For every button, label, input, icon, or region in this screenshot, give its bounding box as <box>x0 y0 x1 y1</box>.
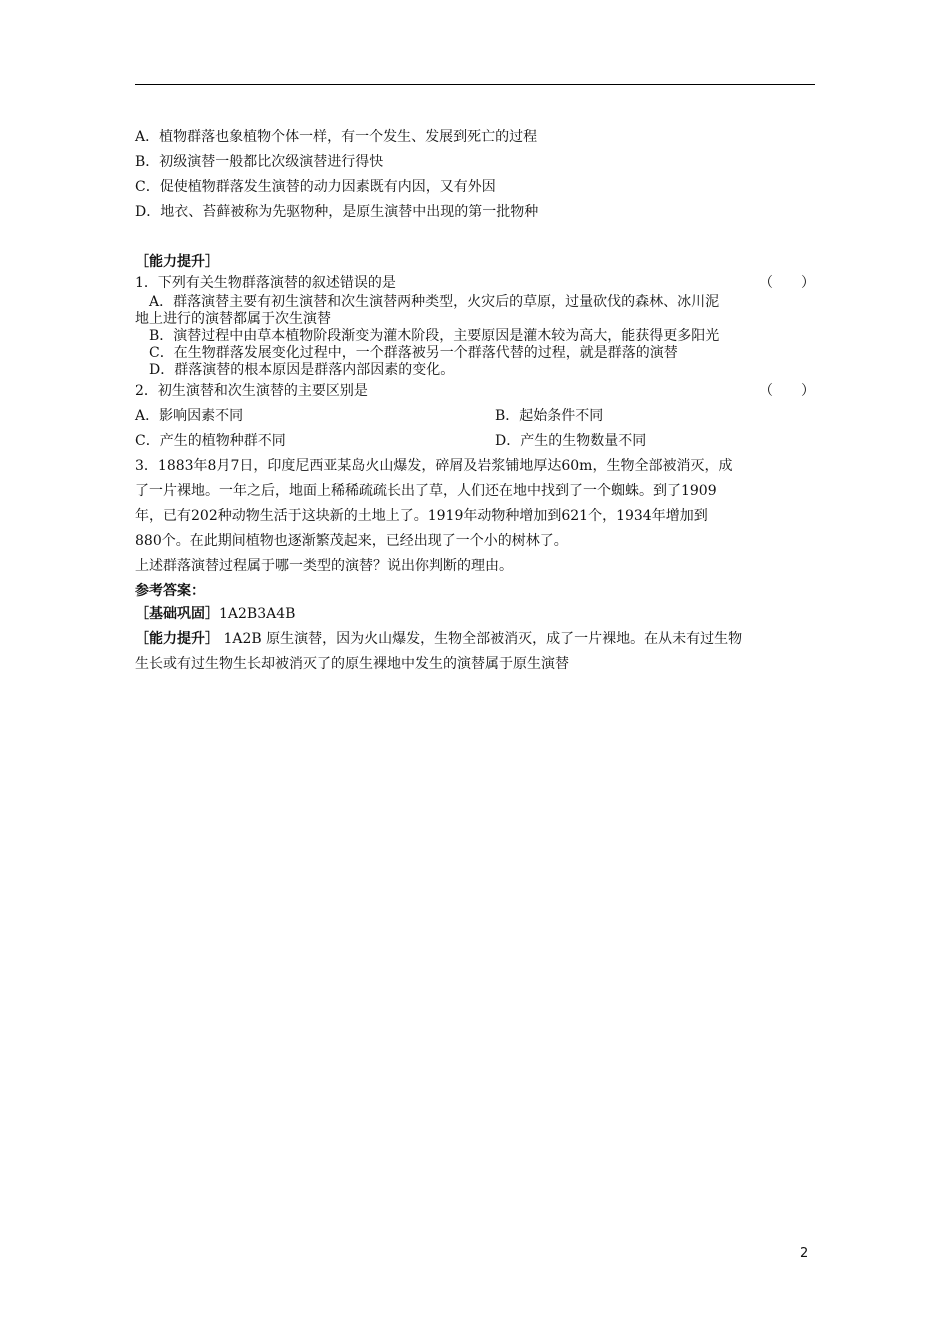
q1-stem: 1．下列有关生物群落演替的叙述错误的是 <box>135 275 396 291</box>
q1-line-a1: A．群落演替主要有初生演替和次生演替两种类型，火灾后的草原，过量砍伐的森林、冰川泥 <box>135 294 720 310</box>
option-c-prev: C．促使植物群落发生演替的动力因素既有内因，又有外因 <box>135 179 496 195</box>
answers-ability-text-2: 生长或有过生物生长却被消灭了的原生裸地中发生的演替属于原生演替 <box>135 656 569 672</box>
answers-title: 参考答案： <box>135 583 205 599</box>
page-number: 2 <box>800 1246 809 1261</box>
q2-row-cd <box>135 431 815 451</box>
option-d-prev: D．地衣、苔藓被称为先驱物种，是原生演替中出现的第一批物种 <box>135 204 539 220</box>
answers-basic-label: ［基础巩固］ <box>135 606 219 622</box>
q2-option-d: D．产生的生物数量不同 <box>495 433 647 449</box>
answers-ability-text: 1A2B 原生演替，因为火山爆发，生物全部被消灭，成了一片裸地。在从未有过生物 <box>219 631 743 647</box>
q2-option-c: C．产生的植物种群不同 <box>135 433 286 449</box>
q1-line-b: B．演替过程中由草本植物阶段渐变为灌木阶段，主要原因是灌木较为高大，能获得更多阳光 <box>135 328 720 344</box>
q1-line-c: C．在生物群落发展变化过程中，一个群落被另一个群落代替的过程，就是群落的演替 <box>135 345 678 361</box>
q1-answer-paren: （ ） <box>759 275 815 291</box>
q2-answer-paren: （ ） <box>759 383 815 399</box>
answers-ability-row <box>135 629 815 649</box>
answers-ability-label: ［能力提升］ <box>135 631 219 647</box>
answers-basic-text: 1A2B3A4B <box>219 606 296 622</box>
q2-row-ab <box>135 406 815 426</box>
q2-option-a: A．影响因素不同 <box>135 408 244 424</box>
answers-basic-row <box>135 604 815 624</box>
q3-question: 上述群落演替过程属于哪一类型的演替？说出你判断的理由。 <box>135 558 513 574</box>
q3-line-4: 880个。在此期间植物也逐渐繁茂起来，已经出现了一个小的树林了。 <box>135 533 568 549</box>
q2-stem: 2．初生演替和次生演替的主要区别是 <box>135 383 368 399</box>
q3-line-3: 年，已有202种动物生活于这块新的土地上了。1919年动物种增加到621个，1934年增加到 <box>135 508 708 524</box>
header-rule <box>135 84 815 85</box>
q1-stem-row <box>135 273 815 293</box>
option-a-prev: A．植物群落也象植物个体一样，有一个发生、发展到死亡的过程 <box>135 129 538 145</box>
q1-line-d: D．群落演替的根本原因是群落内部因素的变化。 <box>135 362 455 378</box>
q1-line-a2: 地上进行的演替都属于次生演替 <box>135 311 331 327</box>
option-b-prev: B．初级演替一般都比次级演替进行得快 <box>135 154 384 170</box>
q2-option-b: B．起始条件不同 <box>495 408 604 424</box>
q3-line-1: 3．1883年8月7日，印度尼西亚某岛火山爆发，碎屑及岩浆铺地厚达60m，生物全部被消灭，成 <box>135 458 733 474</box>
q3-line-2: 了一片裸地。一年之后，地面上稀稀疏疏长出了草，人们还在地中找到了一个蜘蛛。到了1909 <box>135 483 717 499</box>
q2-stem-row <box>135 381 815 401</box>
section-heading-ability: ［能力提升］ <box>135 254 219 270</box>
